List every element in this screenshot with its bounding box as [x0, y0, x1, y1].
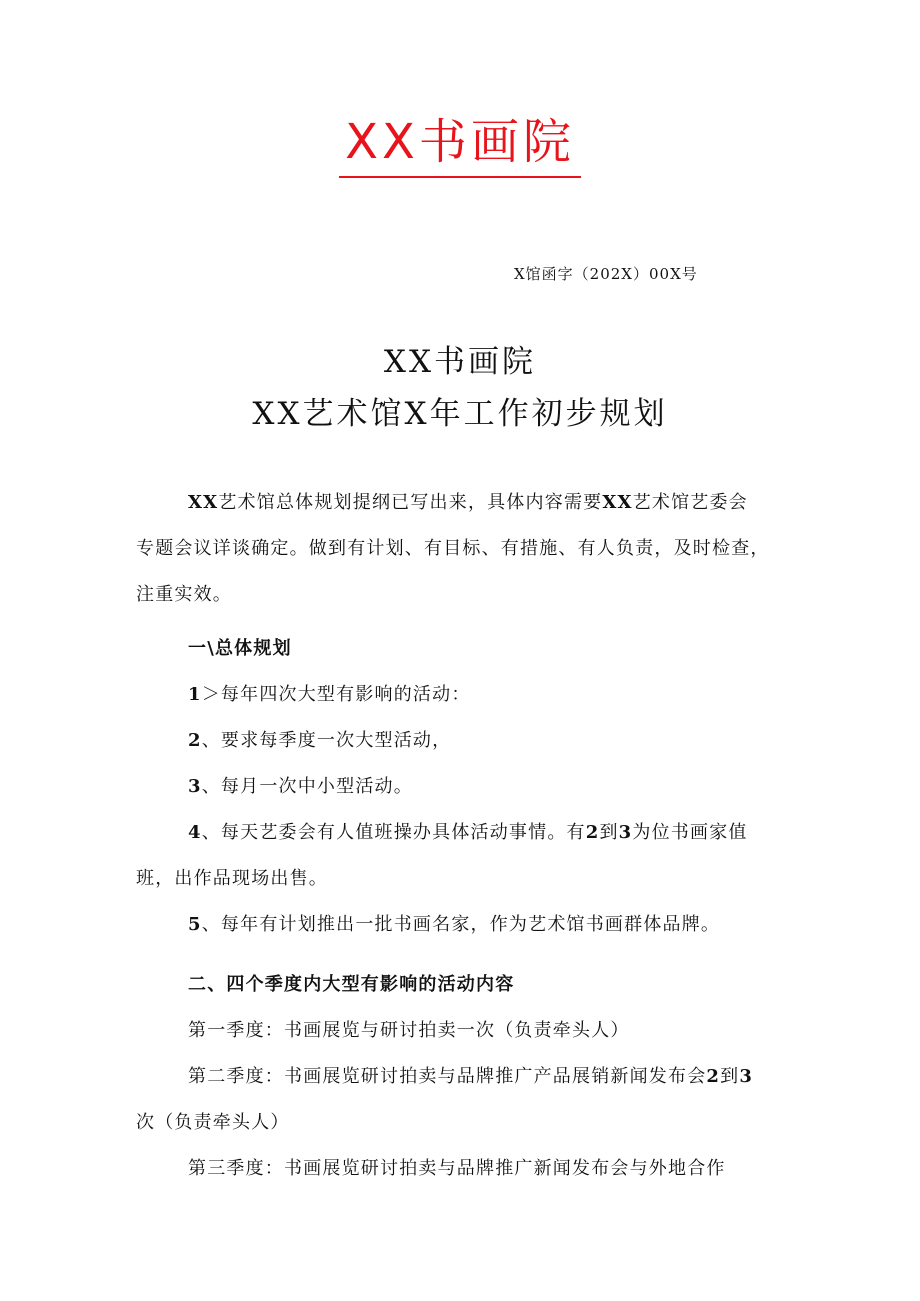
quarter-1: 第一季度：书画展览与研讨拍卖一次（负责牵头人） [188, 1020, 630, 1041]
section-1-title: 一\总体规划 [188, 638, 292, 659]
intro-xx-2: XX [602, 492, 633, 513]
quarter-2-number-2: 3 [739, 1066, 754, 1087]
quarter-2 [136, 1054, 796, 1100]
section-2-title: 二、四个季度内大型有影响的活动内容 [188, 974, 515, 995]
heading-title: XX艺术馆X年工作初步规划 [252, 396, 668, 432]
quarter-2-text-a: 第二季度：书画展览研讨拍卖与品牌推广产品展销新闻发布会 [188, 1066, 707, 1087]
section-1-item-1 [136, 672, 796, 718]
section-2 [136, 962, 796, 1192]
item-5-text: 、每年有计划推出一批书画名家，作为艺术馆书画群体品牌。 [201, 914, 721, 935]
quarter-2-number-1: 2 [706, 1066, 721, 1087]
letterhead [0, 112, 920, 178]
item-4-text-a: 、每天艺委会有人值班操办具体活动事情。有 [201, 822, 586, 843]
heading-organization: XX书画院 [383, 344, 537, 380]
item-2-text: 、要求每季度一次大型活动， [201, 730, 452, 751]
item-3-text: 、每月一次中小型活动。 [201, 776, 413, 797]
intro-line-3: 注重实效。 [136, 584, 232, 605]
section-1-item-4 [136, 810, 796, 856]
quarter-2-line-2: 次（负责牵头人） [136, 1112, 290, 1133]
intro-line-1 [136, 480, 796, 526]
item-5-number: 5 [188, 914, 202, 935]
section-1-item-4-line-2: 班，出作品现场出售。 [136, 868, 328, 889]
item-4-text-b: 到 [599, 822, 619, 843]
intro-text-1: 艺术馆总体规划提纲已写出来，具体内容需要 [218, 492, 603, 513]
letterhead-title: XX书画院 [339, 112, 581, 178]
item-1-text: ＞每年四次大型有影响的活动： [201, 684, 471, 705]
item-4-number-3: 3 [618, 822, 633, 843]
item-3-number: 3 [188, 776, 202, 797]
item-4-number-2: 2 [585, 822, 600, 843]
section-1 [136, 626, 796, 948]
document-number: X馆函字（202X）00X号 [514, 265, 698, 283]
item-4-number: 4 [188, 822, 202, 843]
item-4-text-c: 为位书画家值 [632, 822, 748, 843]
section-1-item-3 [136, 764, 796, 810]
intro-line-2: 专题会议详谈确定。做到有计划、有目标、有措施、有人负责，及时检查， [136, 538, 770, 559]
item-1-number: 1 [188, 684, 202, 705]
intro-xx-1: XX [188, 492, 219, 513]
section-1-item-5 [136, 902, 796, 948]
intro-paragraph [136, 480, 796, 618]
intro-text-2: 艺术馆艺委会 [632, 492, 748, 513]
section-1-item-2 [136, 718, 796, 764]
quarter-2-text-b: 到 [720, 1066, 740, 1087]
item-2-number: 2 [188, 730, 202, 751]
quarter-3: 第三季度：书画展览研讨拍卖与品牌推广新闻发布会与外地合作 [188, 1158, 726, 1179]
